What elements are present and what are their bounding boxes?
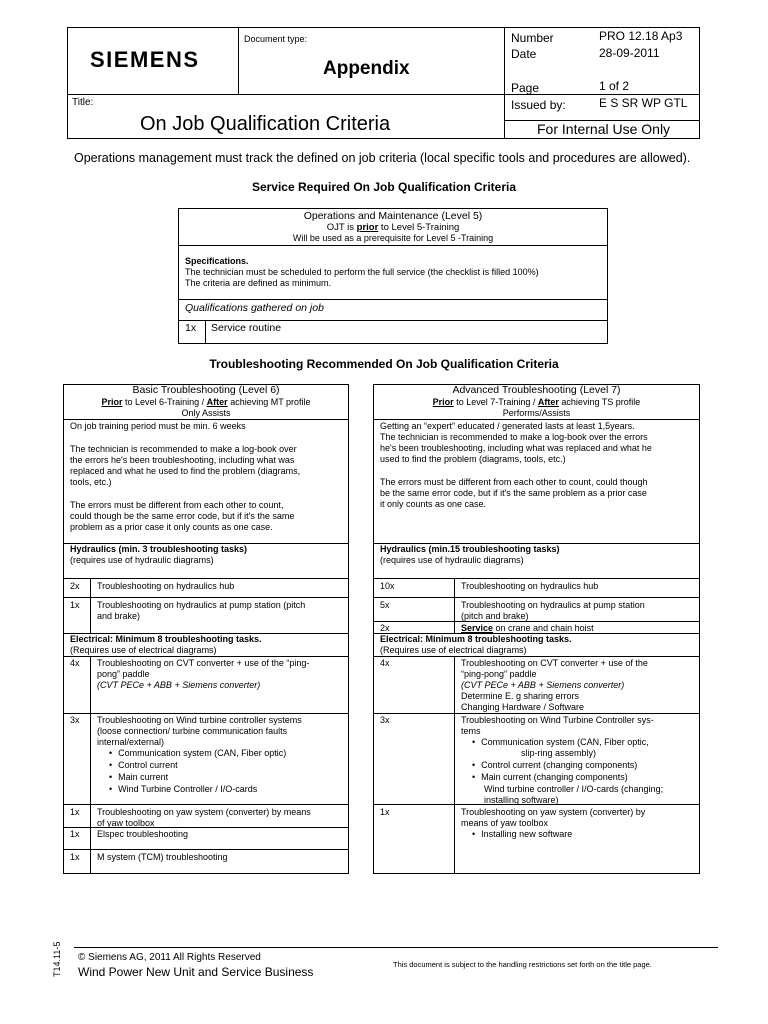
- page-value: 1 of 2: [599, 79, 630, 93]
- adv-r6b: means of yaw toolbox: [461, 818, 549, 828]
- service-criteria-box: [178, 208, 608, 344]
- basic-r5b: of yaw toolbox: [97, 818, 155, 828]
- adv-r2a: Troubleshooting on hydraulics at pump station: [461, 600, 645, 610]
- adv-r3: Service on crane and chain hoist: [461, 623, 594, 633]
- siemens-logo: SIEMENS: [90, 47, 200, 72]
- gathered-label: Qualifications gathered on job: [185, 302, 324, 314]
- basic-r5a: Troubleshooting on yaw system (converter) by means: [97, 807, 311, 817]
- basic-p3c: problem as a prior case it only counts as one case.: [70, 522, 273, 532]
- basic-r3c: (CVT PECe + ABB + Siemens converter): [97, 680, 261, 690]
- adv-el-sub: (Requires use of electrical diagrams): [380, 645, 527, 655]
- intro-text: Operations management must track the defined on job criteria (local specific tools and procedures are allowed).: [74, 151, 691, 165]
- basic-r4-bullet-2: • Control current: [109, 760, 178, 772]
- basic-r4-qty: 3x: [70, 715, 80, 725]
- basic-p3b: could though be the same error code, but if it's the same: [70, 511, 295, 521]
- advanced-prior-line: Prior to Level 7-Training / After achieving TS profile: [432, 397, 641, 407]
- section2-heading: Troubleshooting Recommended On Job Qualification Criteria: [209, 357, 559, 371]
- basic-r2-qty: 1x: [70, 600, 80, 610]
- spec-title: Specifications.: [185, 256, 249, 266]
- adv-r2-qty: 5x: [380, 600, 390, 610]
- basic-r4c: internal/external): [97, 737, 165, 747]
- adv-p2a: The errors must be different from each other to count, could though: [380, 477, 648, 487]
- basic-p3a: The errors must be different from each other to count,: [70, 500, 284, 510]
- basic-assist: Only Assists: [181, 408, 231, 418]
- basic-p2b: the errors he's been troubleshooting, including what was: [70, 455, 295, 465]
- basic-r4a: Troubleshooting on Wind turbine controller systems: [97, 715, 302, 725]
- adv-r5-qty: 3x: [380, 715, 390, 725]
- basic-p2d: tools, etc.): [70, 477, 112, 487]
- page-label: Page: [511, 81, 540, 95]
- adv-r3-qty: 2x: [380, 623, 390, 633]
- adv-r5-c1: Wind turbine controller / I/O-cards (changing;: [484, 784, 664, 794]
- adv-r6a: Troubleshooting on yaw system (converter) by: [461, 807, 646, 817]
- basic-r3-qty: 4x: [70, 658, 80, 668]
- adv-hyd-title: Hydraulics (min.15 troubleshooting tasks): [380, 544, 560, 554]
- basic-r2b: and brake): [97, 611, 141, 621]
- adv-r6-bullet-1: • Installing new software: [472, 829, 572, 841]
- prereq-line: Will be used as a prerequisite for Level 5 -Training: [292, 233, 494, 243]
- adv-r5-bullet-2: • Control current (changing components): [472, 760, 637, 772]
- basic-r3a: Troubleshooting on CVT converter + use of the “ping-: [97, 658, 310, 668]
- adv-r4e: Changing Hardware / Software: [461, 702, 585, 712]
- box-title: Operations and Maintenance (Level 5): [303, 210, 483, 222]
- basic-r4-bullet-4: • Wind Turbine Controller / I/O-cards: [109, 784, 257, 796]
- basic-r6: Elspec troubleshooting: [97, 829, 189, 839]
- number-label: Number: [511, 31, 554, 45]
- adv-r4b: “ping-pong” paddle: [461, 669, 537, 679]
- adv-r5-bullet-1b: slip-ring assembly): [521, 748, 597, 758]
- spec-line-1: The technician must be scheduled to perform the full service (the checklist is filled 100%): [185, 267, 539, 277]
- basic-r4b: (loose connection/ turbine communication faults: [97, 726, 288, 736]
- advanced-title: Advanced Troubleshooting (Level 7): [452, 384, 621, 396]
- basic-p2c: replaced and what he used to find the problem (diagrams,: [70, 466, 301, 476]
- basic-p2a: The technician is recommended to make a log-book over: [70, 444, 297, 454]
- basic-r1: Troubleshooting on hydraulics hub: [97, 581, 235, 591]
- row-qty: 1x: [185, 322, 197, 334]
- adv-r2b: (pitch and brake): [461, 611, 529, 621]
- adv-p2c: it only counts as one case.: [380, 499, 487, 509]
- adv-p1d: used to find the problem (diagrams, tools, etc.): [380, 454, 566, 464]
- adv-r4a: Troubleshooting on CVT converter + use of the: [461, 658, 648, 668]
- adv-r5b: tems: [461, 726, 481, 736]
- business-unit: Wind Power New Unit and Service Business: [78, 965, 314, 979]
- doc-type: Appendix: [323, 58, 410, 79]
- basic-hyd-sub: (requires use of hydraulic diagrams): [70, 555, 214, 565]
- date-label: Date: [511, 47, 537, 61]
- spec-line-2: The criteria are defined as minimum.: [185, 278, 332, 288]
- adv-p1a: Getting an “expert” educated / generated lasts at least 1,5years.: [380, 421, 635, 431]
- adv-p1b: The technician is recommended to make a log-book over the errors: [380, 432, 648, 442]
- basic-hyd-title: Hydraulics (min. 3 troubleshooting tasks): [70, 544, 248, 554]
- adv-r5a: Troubleshooting on Wind Turbine Controller sys-: [461, 715, 654, 725]
- basic-prior-line: Prior to Level 6-Training / After achieving MT profile: [101, 397, 311, 407]
- adv-r4c: (CVT PECe + ABB + Siemens converter): [461, 680, 625, 690]
- adv-p2b: be the same error code, but if it's the same problem as a prior case: [380, 488, 647, 498]
- adv-r4-qty: 4x: [380, 658, 390, 668]
- ojt-line: OJT is prior to Level 5-Training: [326, 222, 460, 233]
- issued-label: Issued by:: [511, 98, 566, 112]
- page-title: On Job Qualification Criteria: [140, 113, 391, 135]
- adv-hyd-sub: (requires use of hydraulic diagrams): [380, 555, 524, 565]
- internal-use-label: For Internal Use Only: [537, 121, 671, 137]
- basic-troubleshooting-table: [63, 384, 349, 874]
- basic-title: Basic Troubleshooting (Level 6): [132, 384, 280, 396]
- number-value: PRO 12.18 Ap3: [599, 29, 683, 43]
- basic-r2a: Troubleshooting on hydraulics at pump station (pitch: [97, 600, 306, 610]
- advanced-assist: Performs/Assists: [502, 408, 571, 418]
- basic-r4-bullet-1: • Communication system (CAN, Fiber optic): [109, 748, 286, 760]
- handling-restriction: This document is subject to the handling restrictions set forth on the title page.: [393, 960, 652, 969]
- basic-r7: M system (TCM) troubleshooting: [97, 852, 228, 862]
- basic-r7-qty: 1x: [70, 852, 80, 862]
- doc-type-label: Document type:: [244, 34, 308, 44]
- form-code: T14.11-5: [52, 941, 62, 977]
- advanced-troubleshooting-table: [373, 384, 700, 874]
- adv-r6-qty: 1x: [380, 807, 390, 817]
- document-header: [67, 27, 700, 139]
- basic-r4-bullet-3: • Main current: [109, 772, 168, 784]
- adv-r1-qty: 10x: [380, 581, 395, 591]
- basic-p1: On job training period must be min. 6 weeks: [70, 421, 246, 431]
- row-service-routine: Service routine: [211, 322, 282, 334]
- copyright: © Siemens AG, 2011 All Rights Reserved: [78, 952, 261, 963]
- adv-p1c: he's been troubleshooting, including what was replaced and what he: [380, 443, 652, 453]
- adv-r5-c2: installing software): [484, 795, 559, 805]
- title-label: Title:: [72, 97, 94, 108]
- basic-r3b: pong” paddle: [97, 669, 150, 679]
- adv-r1: Troubleshooting on hydraulics hub: [461, 581, 599, 591]
- adv-r5-bullet-3: • Main current (changing components): [472, 772, 628, 784]
- date-value: 28-09-2011: [599, 46, 660, 60]
- basic-el-title: Electrical: Minimum 8 troubleshooting tasks.: [70, 634, 262, 644]
- issued-value: E S SR WP GTL: [599, 96, 688, 110]
- basic-r5-qty: 1x: [70, 807, 80, 817]
- section1-heading: Service Required On Job Qualification Criteria: [251, 180, 517, 194]
- adv-r4d: Determine E. g sharing errors: [461, 691, 580, 701]
- basic-r6-qty: 1x: [70, 829, 80, 839]
- adv-r5-bullet-1: • Communication system (CAN, Fiber optic,: [472, 737, 649, 749]
- basic-el-sub: (Requires use of electrical diagrams): [70, 645, 217, 655]
- adv-el-title: Electrical: Minimum 8 troubleshooting tasks.: [380, 634, 572, 644]
- basic-r1-qty: 2x: [70, 581, 80, 591]
